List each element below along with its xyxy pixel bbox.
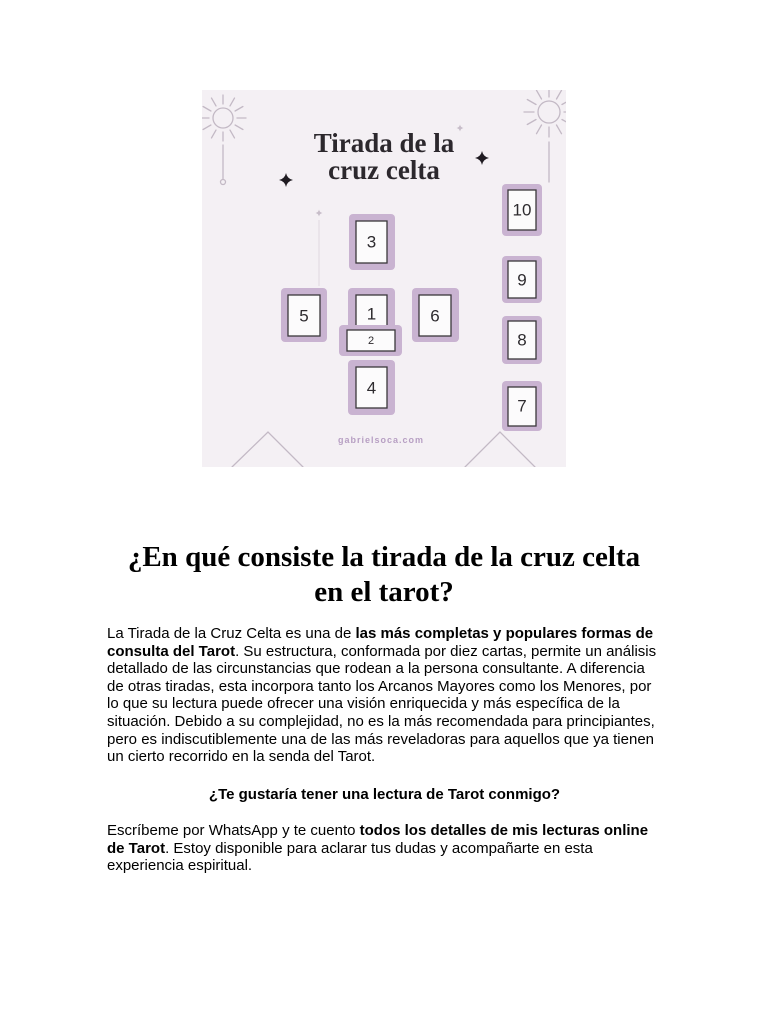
infographic-title-line-2: cruz celta xyxy=(328,155,440,185)
section-heading: ¿En qué consiste la tirada de la cruz celta en el tarot? xyxy=(127,541,641,608)
celtic-cross-infographic xyxy=(202,90,566,467)
cta-text-before: Escríbeme por WhatsApp y te cuento xyxy=(107,822,360,839)
infographic-canvas xyxy=(202,90,566,467)
cta-question: ¿Te gustaría tener una lectura de Tarot conmigo? xyxy=(208,786,561,803)
card-number: 5 xyxy=(299,306,309,326)
card-2 xyxy=(339,325,402,356)
card-7 xyxy=(502,381,542,431)
card-8 xyxy=(502,316,542,364)
card-number: 2 xyxy=(367,335,375,347)
website-credit: gabrielsoca.com xyxy=(337,435,425,445)
card-number: 6 xyxy=(430,306,440,326)
cta-text-after: . Estoy disponible para aclarar tus dudas y acompañarte en esta experiencia espiritual. xyxy=(107,839,593,875)
card-6 xyxy=(412,288,459,342)
card-number: 7 xyxy=(517,396,527,416)
card-number: 4 xyxy=(366,378,377,398)
cta-paragraph xyxy=(107,822,662,875)
card-9 xyxy=(502,256,542,303)
card-10 xyxy=(502,184,542,236)
card-number: 10 xyxy=(512,200,532,220)
card-number: 3 xyxy=(366,232,377,252)
intro-paragraph xyxy=(107,625,662,766)
card-4 xyxy=(348,360,395,415)
card-number: 1 xyxy=(366,304,377,324)
cta-emphasis: todos los detalles de mis lecturas online de Tarot xyxy=(107,822,649,857)
card-3 xyxy=(349,214,395,270)
card-number: 9 xyxy=(517,270,527,290)
intro-emphasis: las más completas y populares formas de consulta del Tarot xyxy=(107,625,654,660)
intro-text-before: La Tirada de la Cruz Celta es una de xyxy=(107,625,356,642)
intro-text-after: . Su estructura, conformada por diez cartas, permite un análisis detallado de las circunstancias que rodean a la persona consultante. A diferencia de otras tiradas, esta incorpora tanto los Arcanos Mayores como los Menores, por lo que su lectura puede ofrecer una visión enriquecida y más específica de la situación. Debido a su complejidad, no es la más recomendada para principiantes, pero es indiscutiblemente una de las más reveladoras para aquellos que ya tienen un cierto recorrido en la senda del Tarot. xyxy=(107,642,657,766)
card-number: 8 xyxy=(517,330,527,350)
card-5 xyxy=(281,288,327,342)
infographic-title-line-1: Tirada de la xyxy=(313,128,455,158)
